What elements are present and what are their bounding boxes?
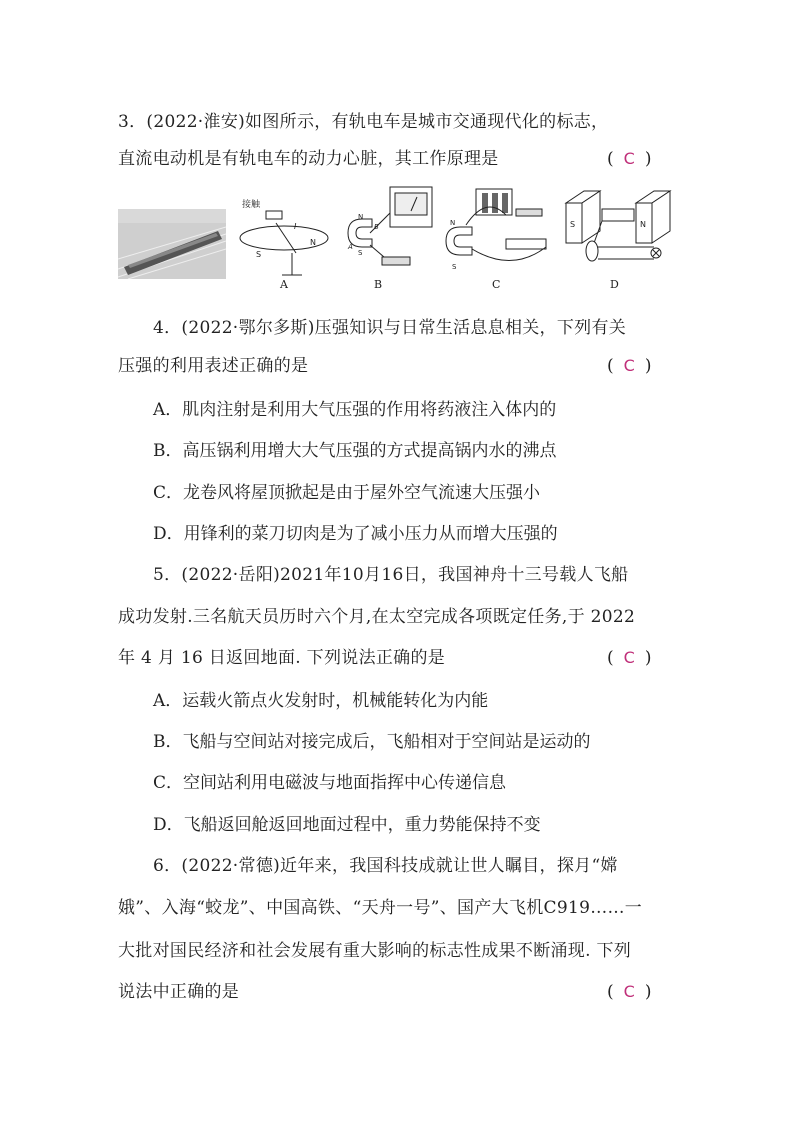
q6-line-3: 大批对国民经济和社会发展有重大影响的标志性成果不断涌现. 下列: [118, 941, 632, 961]
tram-photo: [118, 209, 226, 279]
q3-figures: [118, 183, 678, 298]
q6-answer-paren: [607, 980, 651, 1004]
figure-label-d: D: [610, 278, 619, 291]
svg-text:B: B: [374, 223, 379, 231]
q4-answer-paren: [607, 354, 651, 378]
q4-line-2: 压强的利用表述正确的是: [118, 356, 309, 376]
svg-text:N: N: [640, 220, 646, 229]
paren-open: (: [607, 356, 614, 376]
paren-close: ): [644, 356, 652, 376]
q3-line-1: 3．(2022·淮安)如图所示，有轨电车是城市交通现代化的标志，: [118, 112, 609, 132]
figure-label-c: C: [492, 278, 501, 291]
fig-a-label-contact: 接触: [242, 200, 261, 210]
q5-line-1: 5．(2022·岳阳)2021年10月16日，我国神舟十三号载人飞船: [153, 565, 629, 585]
paren-open: (: [607, 149, 614, 169]
q5-option-a: A．运载火箭点火发射时，机械能转化为内能: [153, 691, 489, 711]
q4-option-d: D．用锋利的菜刀切肉是为了减小压力从而增大压强的: [153, 524, 558, 544]
figure-a-diagram: [236, 193, 336, 278]
svg-text:S: S: [256, 250, 262, 259]
q6-answer: C: [623, 982, 635, 1001]
svg-text:S: S: [452, 263, 457, 271]
figure-label-b: B: [374, 278, 383, 291]
svg-text:N: N: [310, 238, 316, 247]
q5-answer-paren: [607, 646, 651, 670]
q5-option-b: B．飞船与空间站对接完成后，飞船相对于空间站是运动的: [153, 732, 591, 752]
svg-text:N: N: [450, 219, 456, 227]
q5-line-3: 年 4 月 16 日返回地面. 下列说法正确的是: [118, 648, 446, 668]
paren-open: (: [607, 648, 614, 668]
paren-close: ): [644, 982, 652, 1002]
figure-c-diagram: [436, 185, 556, 278]
q3-line-2: 直流电动机是有轨电车的动力心脏，其工作原理是: [118, 149, 499, 169]
paren-open: (: [607, 982, 614, 1002]
figure-label-a: A: [280, 278, 288, 291]
paren-close: ): [644, 149, 652, 169]
q4-option-b: B．高压锅利用增大大气压强的方式提高锅内水的沸点: [153, 441, 557, 461]
q5-option-d: D．飞船返回舱返回地面过程中，重力势能保持不变: [153, 815, 541, 835]
q4-option-c: C．龙卷风将屋顶掀起是由于屋外空气流速大压强小: [153, 483, 541, 503]
q5-option-c: C．空间站利用电磁波与地面指挥中心传递信息: [153, 773, 507, 793]
q5-line-2: 成功发射.三名航天员历时六个月,在太空完成各项既定任务,于 2022: [118, 607, 636, 627]
svg-text:I: I: [294, 222, 297, 231]
paren-close: ): [644, 648, 652, 668]
q6-line-1: 6．(2022·常德)近年来，我国科技成就让世人瞩目，探月“嫦: [153, 856, 618, 876]
q3-answer: C: [623, 149, 635, 168]
q3-answer-paren: [607, 147, 651, 171]
q5-answer: C: [623, 648, 635, 667]
figure-d-diagram: [558, 183, 678, 278]
svg-text:S: S: [358, 249, 363, 257]
q4-option-a: A．肌肉注射是利用大气压强的作用将药液注入体内的: [153, 400, 557, 420]
q6-line-4: 说法中正确的是: [118, 982, 240, 1002]
q4-answer: C: [623, 356, 635, 375]
svg-text:A: A: [348, 243, 353, 251]
svg-text:S: S: [570, 220, 576, 229]
q4-line-1: 4．(2022·鄂尔多斯)压强知识与日常生活息息相关，下列有关: [153, 318, 627, 338]
figure-b-diagram: [340, 183, 440, 278]
svg-text:N: N: [358, 213, 364, 221]
q6-line-2: 娥”、入海“蛟龙”、中国高铁、“天舟一号”、国产大飞机C919……一: [118, 898, 643, 918]
